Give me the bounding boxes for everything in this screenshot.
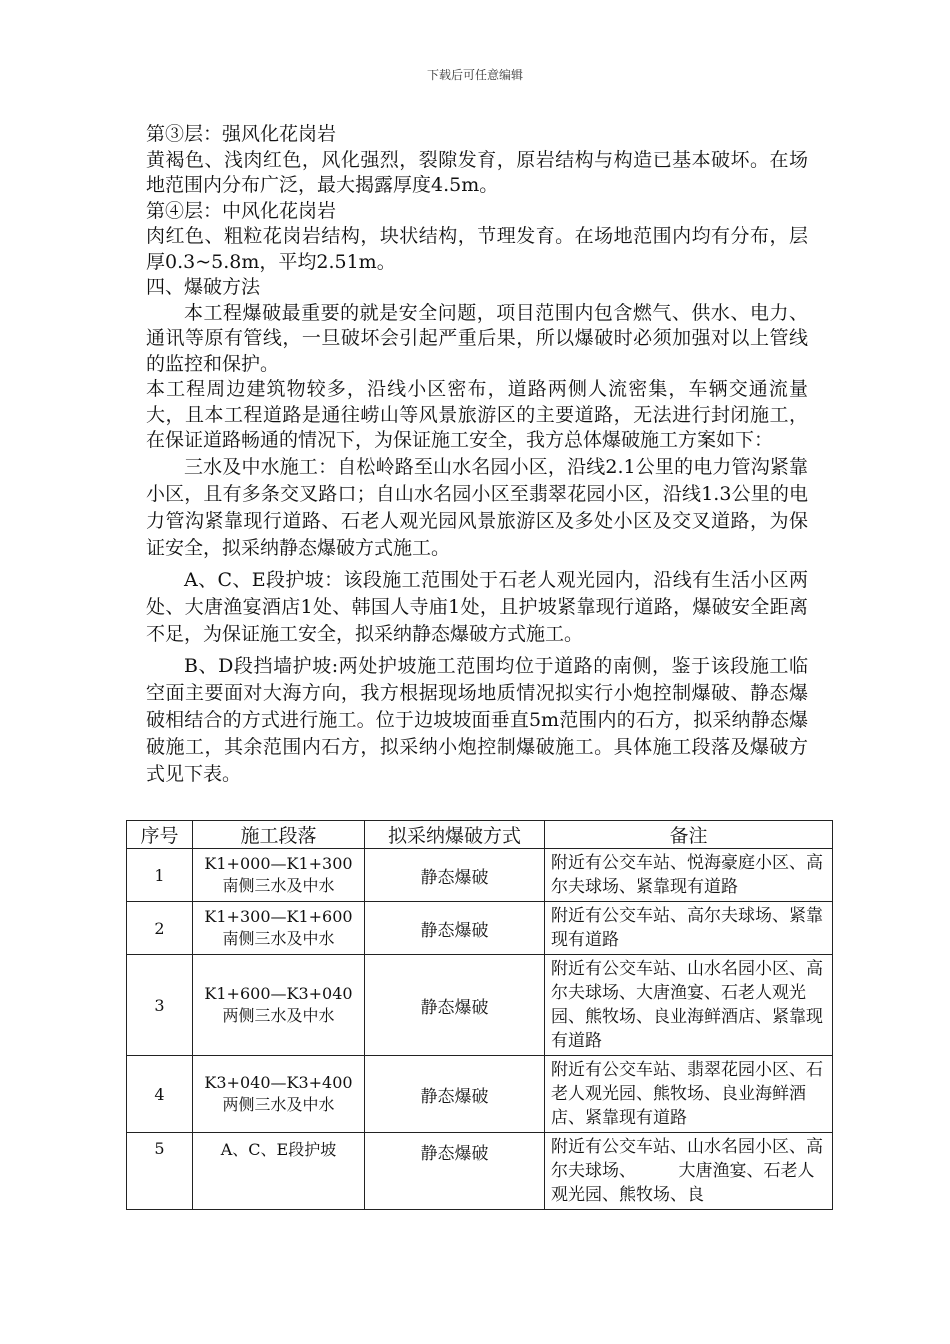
table-row	[127, 849, 833, 902]
row-method: 静态爆破	[365, 849, 545, 902]
header-segment: 施工段落	[193, 821, 365, 849]
segment-side: 两侧三水及中水	[222, 1095, 335, 1114]
blasting-schedule-table	[126, 820, 833, 1210]
header-note: 备注	[545, 821, 833, 849]
row-no: 5	[127, 1133, 193, 1210]
row-segment	[193, 902, 365, 955]
table-row	[127, 955, 833, 1056]
header-method: 拟采纳爆破方式	[365, 821, 545, 849]
segment-range: K1+300—K1+600	[204, 907, 353, 926]
segment-range: K1+000—K1+300	[204, 854, 353, 873]
table-header-row	[127, 821, 833, 849]
segment-range: K1+600—K3+040	[204, 984, 353, 1003]
row-method: 静态爆破	[365, 902, 545, 955]
row-note: 附近有公交车站、悦海豪庭小区、高尔夫球场、紧靠现有道路	[545, 849, 833, 902]
segment-range: K3+040—K3+400	[204, 1073, 353, 1092]
row-method: 静态爆破	[365, 1133, 545, 1210]
row-note: 附近有公交车站、高尔夫球场、紧靠现有道路	[545, 902, 833, 955]
row-note: 附近有公交车站、山水名园小区、高尔夫球场、 大唐渔宴、石老人观光园、熊牧场、良	[545, 1133, 833, 1210]
table-row	[127, 902, 833, 955]
table-row	[127, 1133, 833, 1210]
paragraph-bd-slope: B、D段挡墙护坡:两处护坡施工范围均位于道路的南侧，鉴于该段施工临空面主要面对大海方向，我方根据现场地质情况拟实行小炮控制爆破、静态爆破相结合的方式进行施工。位于边坡坡面垂直5m范围内的石方，拟采纳静态爆破施工，其余范围内石方，拟采纳小炮控制爆破施工。具体施工段落及爆破方式见下表。	[146, 654, 808, 785]
paragraph-layer3-desc: 黄褐色、浅肉红色，风化强烈，裂隙发育，原岩结构与构造已基本破坏。在场地范围内分布广泛，最大揭露厚度4.5m。	[146, 148, 808, 196]
row-no: 3	[127, 955, 193, 1056]
row-segment	[193, 1133, 365, 1210]
page-header: 下载后可任意编辑	[426, 68, 523, 82]
segment-side: 两侧三水及中水	[222, 1006, 335, 1025]
header-no: 序号	[127, 821, 193, 849]
paragraph-layer3-title: 第③层：强风化花岗岩	[146, 123, 337, 145]
row-no: 4	[127, 1056, 193, 1133]
row-no: 1	[127, 849, 193, 902]
segment-side: 南侧三水及中水	[222, 876, 335, 895]
paragraph-ace-slope: A、C、E段护坡：该段施工范围处于石老人观光园内，沿线有生活小区两处、大唐渔宴酒店1处、韩国人寺庙1处，且护坡紧靠现行道路，爆破安全距离不足，为保证施工安全，拟采纳静态爆破方式施工。	[146, 568, 808, 645]
paragraph-safety: 本工程爆破最重要的就是安全问题，项目范围内包含燃气、供水、电力、通讯等原有管线，一旦破坏会引起严重后果，所以爆破时必须加强对以上管线的监控和保护。	[146, 301, 808, 375]
table-row	[127, 1056, 833, 1133]
row-segment	[193, 849, 365, 902]
row-segment	[193, 1056, 365, 1133]
paragraph-layer4-desc: 肉红色、粗粒花岗岩结构，块状结构，节理发育。在场地范围内均有分布，层厚0.3~5.8m，平均2.51m。	[146, 225, 808, 273]
row-no: 2	[127, 902, 193, 955]
row-note: 附近有公交车站、山水名园小区、高尔夫球场、大唐渔宴、石老人观光园、熊牧场、良业海鲜酒店、紧靠现有道路	[545, 955, 833, 1056]
segment-side: 南侧三水及中水	[222, 929, 335, 948]
paragraph-water-works: 三水及中水施工：自松岭路至山水名园小区，沿线2.1公里的电力管沟紧靠小区，且有多条交叉路口；自山水名园小区至翡翠花园小区，沿线1.3公里的电力管沟紧靠现行道路、石老人观光园风景旅游区及多处小区及交叉道路，为保证安全，拟采纳静态爆破方式施工。	[146, 455, 808, 559]
section-heading-blasting: 四、爆破方法	[146, 276, 261, 298]
paragraph-surroundings: 本工程周边建筑物较多，沿线小区密布，道路两侧人流密集，车辆交通流量大，且本工程道路是通往崂山等风景旅游区的主要道路，无法进行封闭施工，在保证道路畅通的情况下，为保证施工安全，我方总体爆破施工方案如下：	[146, 378, 808, 451]
row-method: 静态爆破	[365, 955, 545, 1056]
paragraph-layer4-title: 第④层：中风化花岗岩	[146, 199, 337, 222]
segment-range: A、C、E段护坡	[220, 1140, 337, 1159]
document-body	[146, 122, 808, 788]
row-note: 附近有公交车站、翡翠花园小区、石老人观光园、熊牧场、良业海鲜酒店、紧靠现有道路	[545, 1056, 833, 1133]
row-segment	[193, 955, 365, 1056]
row-method: 静态爆破	[365, 1056, 545, 1133]
